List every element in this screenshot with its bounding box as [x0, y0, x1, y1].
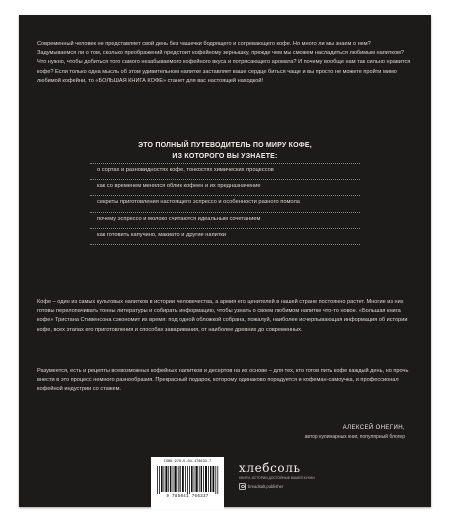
publisher-block	[239, 462, 329, 490]
section-heading	[79, 140, 371, 162]
author-title: автор кулинарных книг, популярный блогер	[304, 434, 405, 440]
bullet-divider	[90, 244, 360, 245]
bullet-item: секреты приготовления настоящего эспрессо и особенности разного помола	[97, 199, 300, 206]
author-name: АЛЕКСЕЙ ОНЕГИН,	[342, 425, 405, 431]
bullet-list	[90, 163, 360, 245]
barcode-icon	[156, 466, 220, 494]
isbn-label: ISBN 978-5-04-176633-7	[163, 460, 212, 464]
barcode-block	[151, 457, 224, 509]
heading-line-1: ЭТО ПОЛНЫЙ ПУТЕВОДИТЕЛЬ ПО МИРУ КОФЕ,	[138, 142, 312, 149]
publisher-handle: breadsalt.publisher	[248, 483, 284, 489]
publisher-tagline: КНИГИ, ИСТОРИИ ДОСТОЙНЫЕ ВАШЕЙ КУХНИ	[239, 476, 315, 480]
publisher-logo: хлебсоль	[239, 461, 301, 475]
bullet-item: как со временем менялся облик кофеен и их предназначение	[97, 183, 261, 190]
body-paragraph-2: Кофе – один из самых культовых напитков в истории человечества, а армия его ценителей в нашей стране постоянно растет. Многие из них готовы перелопачивать тонны литературы и собирать информацию, чтобы узнать о своем любимом напитке что-то новое. «Большая книга кофе» Тристана Стивенсона сэкономит их время: под одной обложкой собрана, пожалуй, наиболее исчерпывающая информация об истории кофе, всех этапах его приготовления и способах заваривания, от наиболее древних до современных.	[37, 299, 408, 333]
bullet-item: почему эспрессо и молоко считаются идеальным сочетанием	[97, 215, 261, 222]
heading-line-2: ИЗ КОТОРОГО ВЫ УЗНАЕТЕ:	[172, 153, 278, 160]
intro-paragraph: Современный человек не представляет свой день без чашечки бодрящего и согревающего кофе. Но много ли мы знаем о нем? Задумываемся ли о том, сколько преображений предстоит кофейному зернышку, прежде чем мы сможем насладиться любимым напитком? Что нужно, чтобы добиться того самого незабываемого кофейного вкуса и потрясающего аромата? И почему вообще нам так сильно нравится кофе? Если только одна мысль об этом удивительном напитке заставляет ваше сердце биться чаще и вы просто не можете пройти мимо любимой кофейни, то «БОЛЬШАЯ КНИГА КОФЕ» станет для вас настоящей находкой!	[37, 41, 411, 84]
publisher-social-link[interactable]	[239, 483, 329, 490]
book-back-cover	[19, 15, 431, 507]
instagram-icon	[239, 483, 246, 490]
barcode-number: 9 785041 766337	[166, 495, 209, 499]
body-paragraph-3: Разумеется, есть и рецепты всевозможных кофейных напитков и десертов на их основе – для тех, кто готов пить кофе каждый день, но прочь внести в это процесс немного разнообразия. Прекрасный подарок, которому одинаково порадуется и кофеман-самоучка, и профессионал кофейной индустрии со стажем.	[37, 368, 409, 393]
bullet-item: о сортах и разновидностях кофе, тонкостях химических процессов	[97, 167, 274, 173]
author-signature	[305, 424, 405, 441]
bullet-item: как готовить капучино, макиато и другие напитки	[97, 231, 227, 238]
